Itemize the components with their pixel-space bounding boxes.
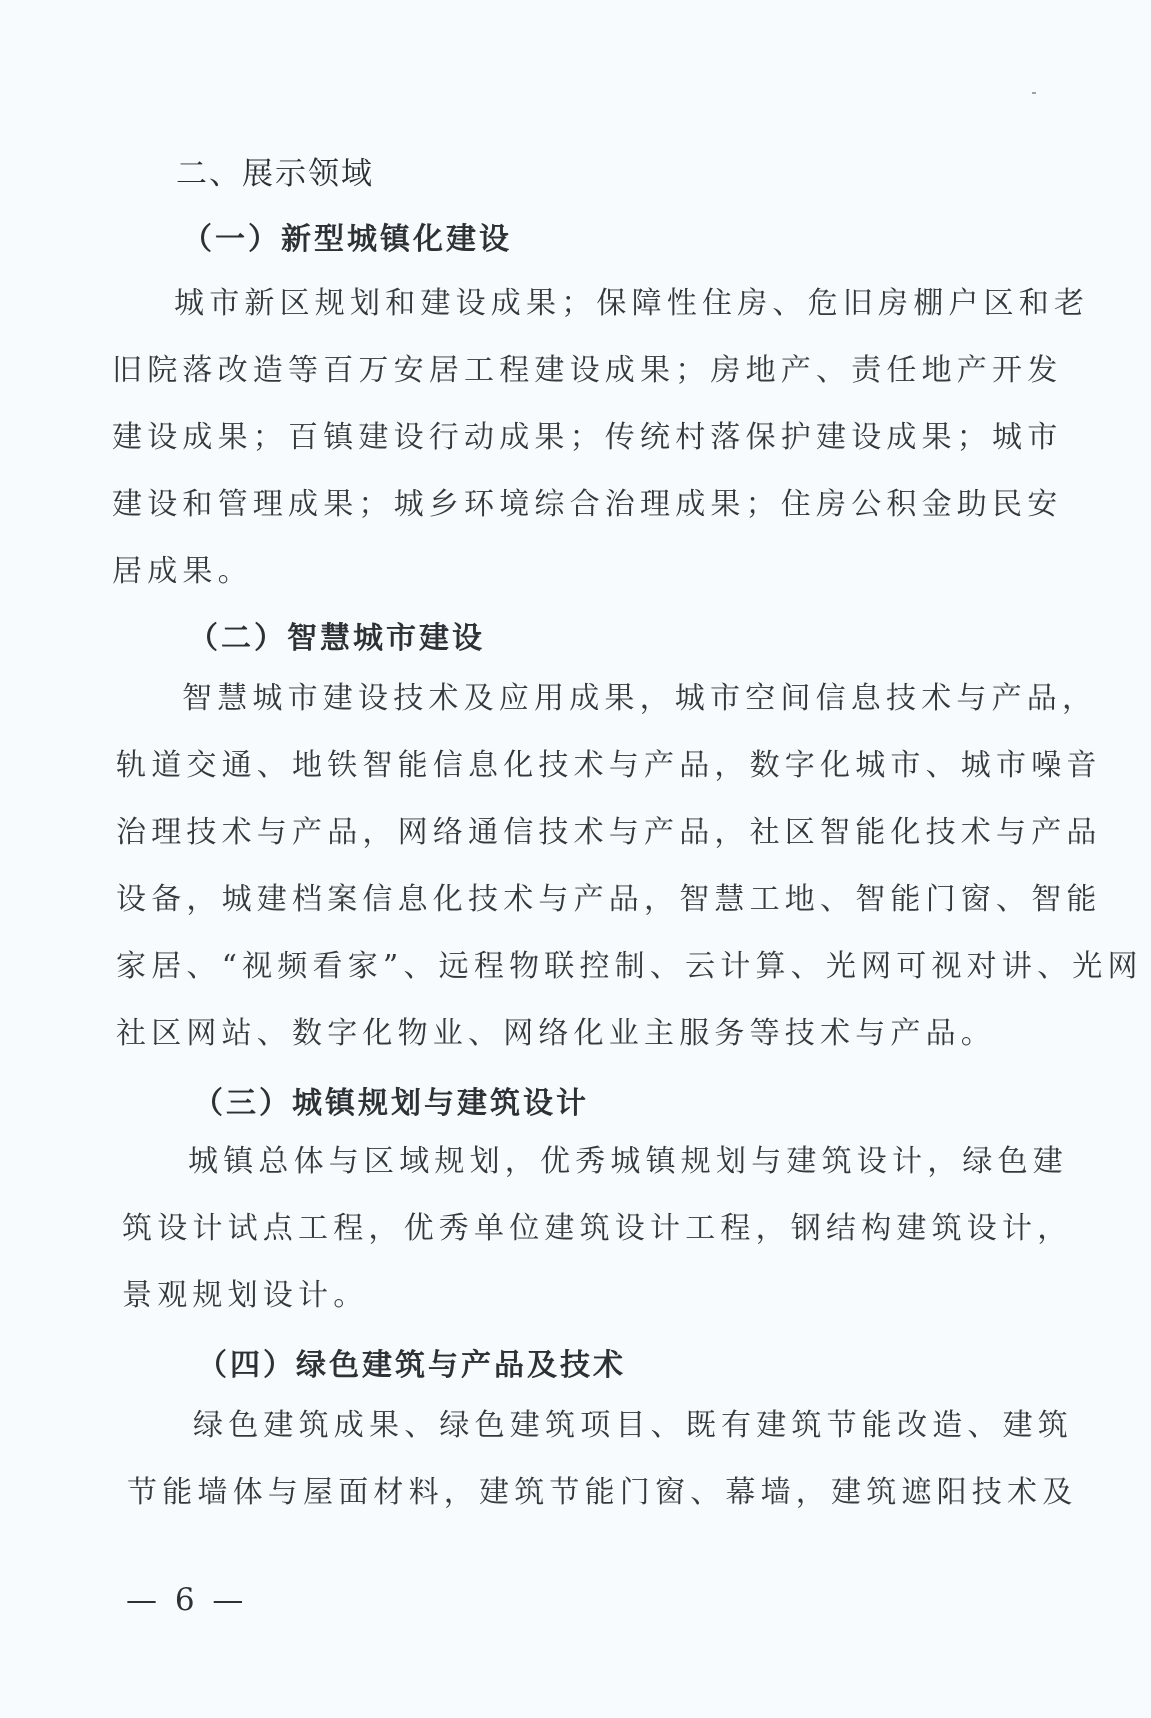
subsection-heading-3: （三）城镇规划与建筑设计	[193, 1086, 589, 1121]
paragraph-line: 家居、“视频看家”、远程物联控制、云计算、光网可视对讲、光网	[116, 949, 1143, 984]
paragraph-line: 轨道交通、地铁智能信息化技术与产品，数字化城市、城市噪音	[116, 748, 1102, 783]
paragraph-line: 城镇总体与区域规划，优秀城镇规划与建筑设计，绿色建	[188, 1144, 1068, 1179]
subsection-heading-2: （二）智慧城市建设	[188, 621, 485, 656]
paragraph-line: 景观规划设计。	[122, 1278, 369, 1313]
paragraph-line: 城市新区规划和建设成果；保障性住房、危旧房棚户区和老	[174, 286, 1090, 321]
paragraph-line: 绿色建筑成果、绿色建筑项目、既有建筑节能改造、建筑	[193, 1408, 1073, 1443]
paragraph-line: 建设成果；百镇建设行动成果；传统村落保护建设成果；城市	[112, 420, 1063, 455]
paragraph-3	[122, 1128, 1073, 1329]
subsection-heading-1: （一）新型城镇化建设	[182, 222, 512, 257]
scan-mark	[1032, 92, 1036, 94]
section-title: 二、展示领域	[176, 156, 374, 192]
paragraph-1	[112, 270, 1090, 605]
paragraph-2	[116, 665, 1143, 1067]
paragraph-line: 建设和管理成果；城乡环境综合治理成果；住房公积金助民安	[112, 487, 1063, 522]
paragraph-line: 治理技术与产品，网络通信技术与产品，社区智能化技术与产品	[116, 815, 1102, 850]
paragraph-line: 智慧城市建设技术及应用成果，城市空间信息技术与产品，	[182, 681, 1098, 716]
paragraph-4	[127, 1392, 1078, 1526]
paragraph-line: 筑设计试点工程，优秀单位建筑设计工程，钢结构建筑设计，	[122, 1211, 1073, 1246]
paragraph-line: 节能墙体与屋面材料，建筑节能门窗、幕墙，建筑遮阳技术及	[127, 1475, 1078, 1510]
page-number: — 6 —	[126, 1582, 248, 1618]
paragraph-line: 旧院落改造等百万安居工程建设成果；房地产、责任地产开发	[112, 353, 1063, 388]
paragraph-line: 居成果。	[112, 554, 253, 589]
paragraph-line: 设备，城建档案信息化技术与产品，智慧工地、智能门窗、智能	[116, 882, 1102, 917]
subsection-heading-4: （四）绿色建筑与产品及技术	[197, 1348, 626, 1383]
paragraph-line: 社区网站、数字化物业、网络化业主服务等技术与产品。	[116, 1016, 996, 1051]
